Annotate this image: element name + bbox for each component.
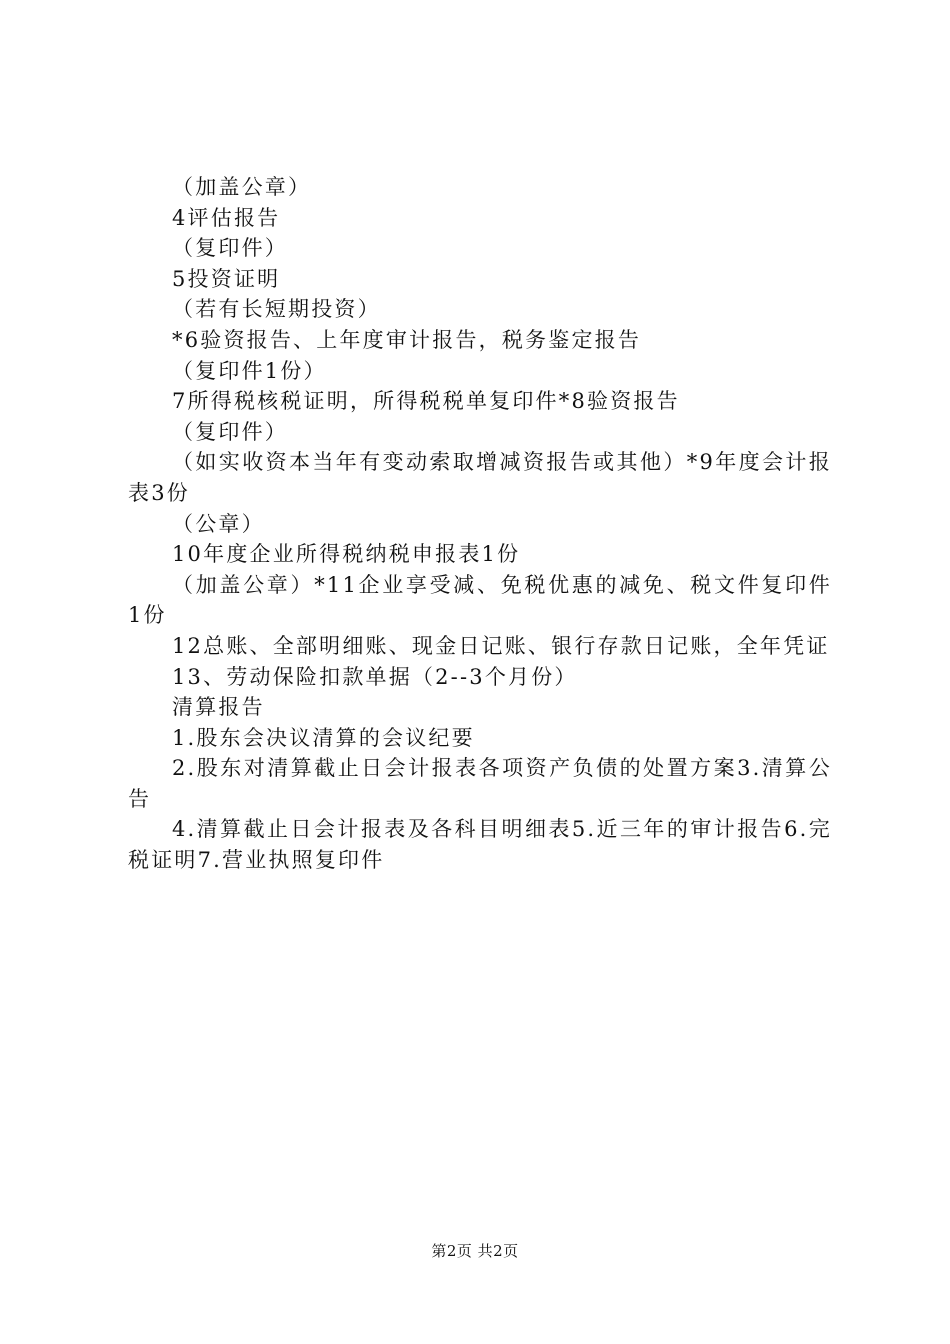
paragraph: *6验资报告、上年度审计报告，税务鉴定报告: [172, 327, 642, 352]
paragraph: （若有长短期投资）: [172, 297, 381, 322]
paragraph: （公章）: [172, 511, 265, 536]
paragraph: 12总账、全部明细账、现金日记账、银行存款日记账，全年凭证: [172, 633, 830, 658]
document-body: [128, 172, 832, 876]
paragraph: 7所得税核税证明，所得税税单复印件*8验资报告: [172, 389, 680, 414]
paragraph: 5投资证明: [172, 266, 281, 291]
paragraph: （复印件1份）: [172, 358, 327, 383]
paragraph: （如实收资本当年有变动索取增减资报告或其他）*9年度会计报表3份: [128, 450, 832, 505]
paragraph: （加盖公章）*11企业享受减、免税优惠的减免、税文件复印件1份: [128, 572, 832, 628]
page-number-footer: 第2页 共2页: [431, 1242, 519, 1260]
paragraph: 4评估报告: [172, 205, 281, 230]
paragraph: 2.股东对清算截止日会计报表各项资产负债的处置方案3.清算公告: [128, 756, 832, 811]
paragraph: （复印件）: [172, 236, 288, 261]
paragraph: （加盖公章）: [172, 175, 312, 199]
paragraph: 13、劳动保险扣款单据（2--3个月份）: [172, 664, 578, 689]
section-heading: 清算报告: [172, 695, 265, 720]
paragraph: 4.清算截止日会计报表及各科目明细表5.近三年的审计报告6.完税证明7.营业执照复印件: [128, 817, 832, 873]
paragraph: 1.股东会决议清算的会议纪要: [172, 725, 475, 750]
paragraph: （复印件）: [172, 419, 288, 444]
paragraph: 10年度企业所得税纳税申报表1份: [172, 542, 521, 567]
